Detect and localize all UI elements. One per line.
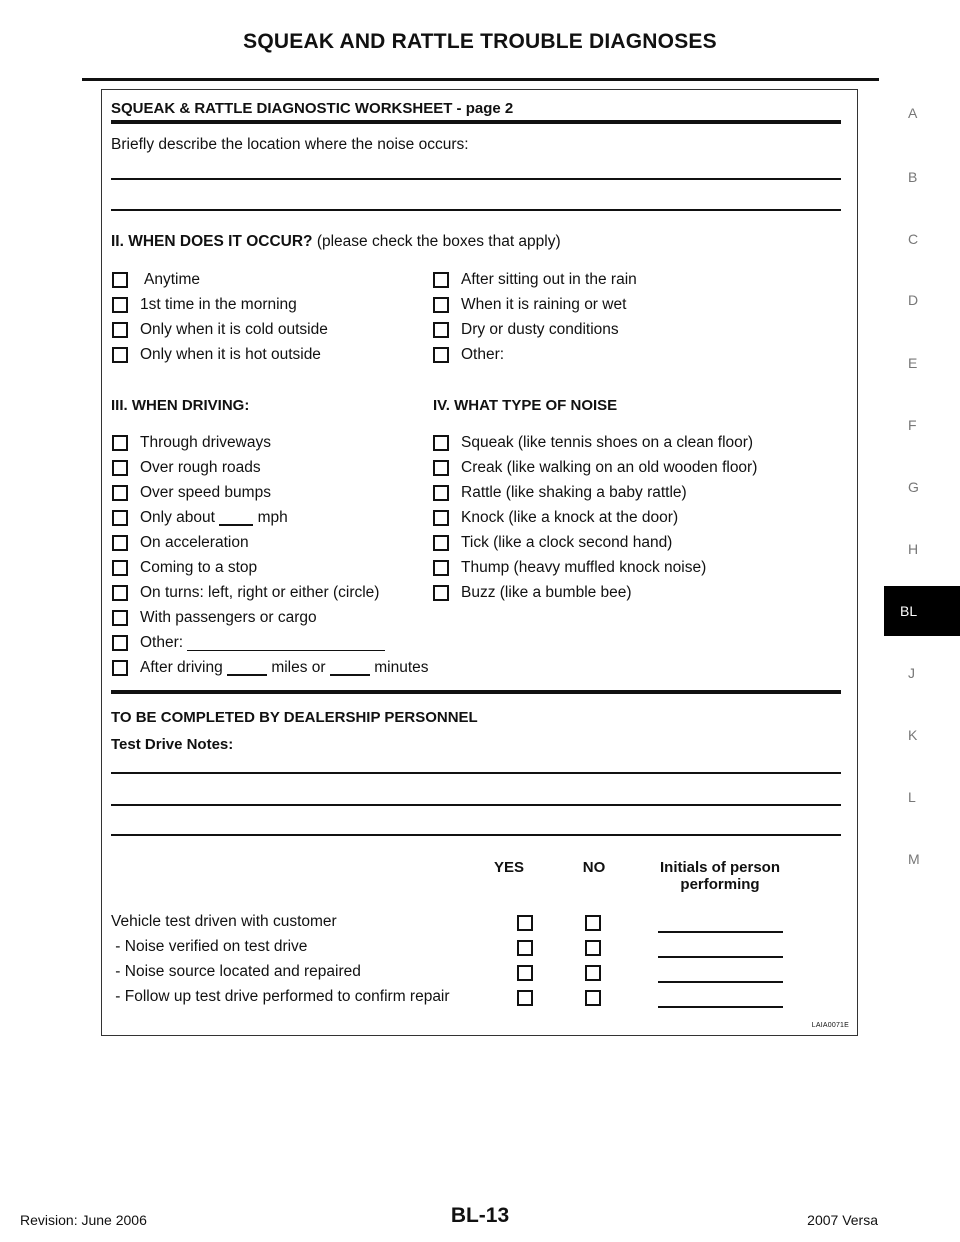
tab-k[interactable]: K	[908, 727, 918, 743]
location-line-2[interactable]	[111, 209, 841, 211]
tab-h[interactable]: H	[908, 541, 919, 557]
checkbox[interactable]	[112, 535, 128, 551]
checkbox[interactable]	[433, 272, 449, 288]
option-label: Tick (like a clock second hand)	[461, 534, 673, 551]
title-underline	[111, 120, 841, 124]
footer-model: 2007 Versa	[807, 1212, 878, 1228]
drive-acceleration[interactable]	[112, 533, 249, 553]
checkbox[interactable]	[112, 347, 128, 363]
tab-bl[interactable]: BL	[884, 586, 960, 636]
occur-first-morning[interactable]	[112, 295, 297, 315]
tab-a[interactable]: A	[908, 105, 918, 121]
option-label: Anytime	[144, 271, 200, 288]
drive-other[interactable]	[112, 633, 385, 653]
location-prompt: Briefly describe the location where the noise occurs:	[111, 136, 469, 153]
tab-j[interactable]: J	[908, 665, 915, 681]
option-label: Squeak (like tennis shoes on a clean floor)	[461, 434, 754, 451]
col-initials-line-1: Initials of person	[659, 859, 780, 876]
col-initials-header	[640, 859, 800, 893]
option-label: On acceleration	[140, 534, 249, 551]
drive-only-about[interactable]	[112, 508, 288, 528]
drive-turns[interactable]	[112, 583, 379, 603]
drive-passengers[interactable]	[112, 608, 317, 628]
checkbox[interactable]	[112, 660, 128, 676]
when-driving-heading: III. WHEN DRIVING:	[111, 397, 250, 414]
occur-dry[interactable]	[433, 320, 619, 340]
occur-after-rain[interactable]	[433, 270, 637, 290]
col-no-header: NO	[582, 859, 606, 876]
tab-c[interactable]: C	[908, 231, 919, 247]
initials-line[interactable]	[658, 1006, 783, 1008]
verify-row-label: - Follow up test drive performed to confirm repair	[111, 988, 450, 1005]
tab-m[interactable]: M	[908, 851, 920, 867]
col-initials-line-2: performing	[680, 876, 760, 893]
tab-e[interactable]: E	[908, 355, 918, 371]
option-label: After sitting out in the rain	[461, 271, 637, 288]
dealer-heading: TO BE COMPLETED BY DEALERSHIP PERSONNEL	[111, 709, 478, 726]
drive-rough-roads[interactable]	[112, 458, 261, 478]
noise-knock[interactable]	[433, 508, 678, 528]
no-checkbox[interactable]	[585, 965, 601, 981]
option-label: mph	[257, 509, 288, 526]
noise-creak[interactable]	[433, 458, 757, 478]
noise-type-heading: IV. WHAT TYPE OF NOISE	[433, 397, 618, 414]
noise-tick[interactable]	[433, 533, 672, 553]
drive-after-driving[interactable]	[112, 658, 429, 678]
yes-checkbox[interactable]	[517, 915, 533, 931]
option-label: Other:	[140, 634, 184, 651]
checkbox[interactable]	[112, 297, 128, 313]
tab-g[interactable]: G	[908, 479, 919, 495]
option-label: Over speed bumps	[140, 484, 271, 501]
option-label: miles or	[271, 659, 326, 676]
tab-l[interactable]: L	[908, 789, 916, 805]
title-rule	[82, 78, 879, 81]
section-tabs	[884, 0, 960, 1242]
yes-checkbox[interactable]	[517, 965, 533, 981]
checkbox[interactable]	[433, 535, 449, 551]
option-label: Dry or dusty conditions	[461, 321, 619, 338]
drive-speed-bumps[interactable]	[112, 483, 271, 503]
minutes-blank[interactable]	[330, 660, 370, 676]
checkbox[interactable]	[433, 510, 449, 526]
yes-checkbox[interactable]	[517, 990, 533, 1006]
occur-raining[interactable]	[433, 295, 626, 315]
tab-f[interactable]: F	[908, 417, 917, 433]
verify-row-label: - Noise verified on test drive	[111, 938, 308, 955]
option-label: On turns: left, right or either (circle)	[140, 584, 380, 601]
when-occur-heading	[111, 233, 561, 251]
footer-page-number: BL-13	[450, 1204, 510, 1227]
no-checkbox[interactable]	[585, 915, 601, 931]
mph-blank[interactable]	[219, 510, 253, 526]
no-checkbox[interactable]	[585, 990, 601, 1006]
option-label: Only when it is hot outside	[140, 346, 321, 363]
checkbox[interactable]	[112, 610, 128, 626]
option-label: minutes	[374, 659, 429, 676]
checkbox[interactable]	[112, 560, 128, 576]
noise-rattle[interactable]	[433, 483, 687, 503]
checkbox[interactable]	[433, 297, 449, 313]
page-title: SQUEAK AND RATTLE TROUBLE DIAGNOSES	[243, 30, 717, 53]
option-label: Only about	[140, 509, 215, 526]
checkbox[interactable]	[433, 322, 449, 338]
location-line-1[interactable]	[111, 178, 841, 180]
option-label: Creak (like walking on an old wooden floor)	[461, 459, 758, 476]
test-drive-notes-label: Test Drive Notes:	[111, 736, 234, 753]
checkbox[interactable]	[433, 347, 449, 363]
notes-line-3[interactable]	[111, 834, 841, 836]
initials-line[interactable]	[658, 981, 783, 983]
occur-other[interactable]	[433, 345, 504, 365]
checkbox[interactable]	[112, 485, 128, 501]
noise-thump[interactable]	[433, 558, 706, 578]
option-label: Other:	[461, 346, 505, 363]
col-yes-header: YES	[493, 859, 524, 876]
noise-buzz[interactable]	[433, 583, 632, 603]
occur-cold[interactable]	[112, 320, 328, 340]
miles-blank[interactable]	[227, 660, 267, 676]
notes-line-1[interactable]	[111, 772, 841, 774]
figure-code: LAIA0071E	[811, 1022, 849, 1029]
when-occur-title: II. WHEN DOES IT OCCUR?	[111, 233, 313, 250]
option-label: Thump (heavy muffled knock noise)	[461, 559, 707, 576]
checkbox[interactable]	[112, 510, 128, 526]
option-label: Knock (like a knock at the door)	[461, 509, 679, 526]
initials-line[interactable]	[658, 931, 783, 933]
checkbox[interactable]	[112, 272, 128, 288]
option-label: Coming to a stop	[140, 559, 258, 576]
option-label: Rattle (like shaking a baby rattle)	[461, 484, 687, 501]
option-label: 1st time in the morning	[140, 296, 297, 313]
checkbox[interactable]	[433, 485, 449, 501]
drive-coming-stop[interactable]	[112, 558, 257, 578]
checkbox[interactable]	[433, 460, 449, 476]
when-occur-note: (please check the boxes that apply)	[316, 233, 561, 250]
worksheet-frame	[101, 89, 858, 1036]
verify-row-label: - Noise source located and repaired	[111, 963, 361, 980]
option-label: Over rough roads	[140, 459, 261, 476]
checkbox[interactable]	[112, 435, 128, 451]
checkbox[interactable]	[433, 435, 449, 451]
option-label: After driving	[140, 659, 223, 676]
noise-squeak[interactable]	[433, 433, 753, 453]
checkbox[interactable]	[433, 585, 449, 601]
option-label: Only when it is cold outside	[140, 321, 328, 338]
checkbox[interactable]	[112, 635, 128, 651]
verify-row-label: Vehicle test driven with customer	[111, 913, 337, 930]
option-label: Buzz (like a bumble bee)	[461, 584, 632, 601]
option-label: Through driveways	[140, 434, 271, 451]
option-label: When it is raining or wet	[461, 296, 627, 313]
tab-b[interactable]: B	[908, 169, 918, 185]
notes-line-2[interactable]	[111, 804, 841, 806]
tab-d[interactable]: D	[908, 292, 919, 308]
occur-hot[interactable]	[112, 345, 321, 365]
footer-revision: Revision: June 2006	[20, 1212, 147, 1228]
yes-checkbox[interactable]	[517, 940, 533, 956]
dealer-divider	[111, 690, 841, 694]
no-checkbox[interactable]	[585, 940, 601, 956]
other-blank[interactable]	[187, 636, 385, 651]
checkbox[interactable]	[112, 322, 128, 338]
checkbox[interactable]	[433, 560, 449, 576]
worksheet-title: SQUEAK & RATTLE DIAGNOSTIC WORKSHEET - page 2	[111, 100, 514, 117]
checkbox[interactable]	[112, 460, 128, 476]
initials-line[interactable]	[658, 956, 783, 958]
drive-driveways[interactable]	[112, 433, 271, 453]
occur-anytime[interactable]	[112, 270, 200, 290]
option-label: With passengers or cargo	[140, 609, 317, 626]
checkbox[interactable]	[112, 585, 128, 601]
